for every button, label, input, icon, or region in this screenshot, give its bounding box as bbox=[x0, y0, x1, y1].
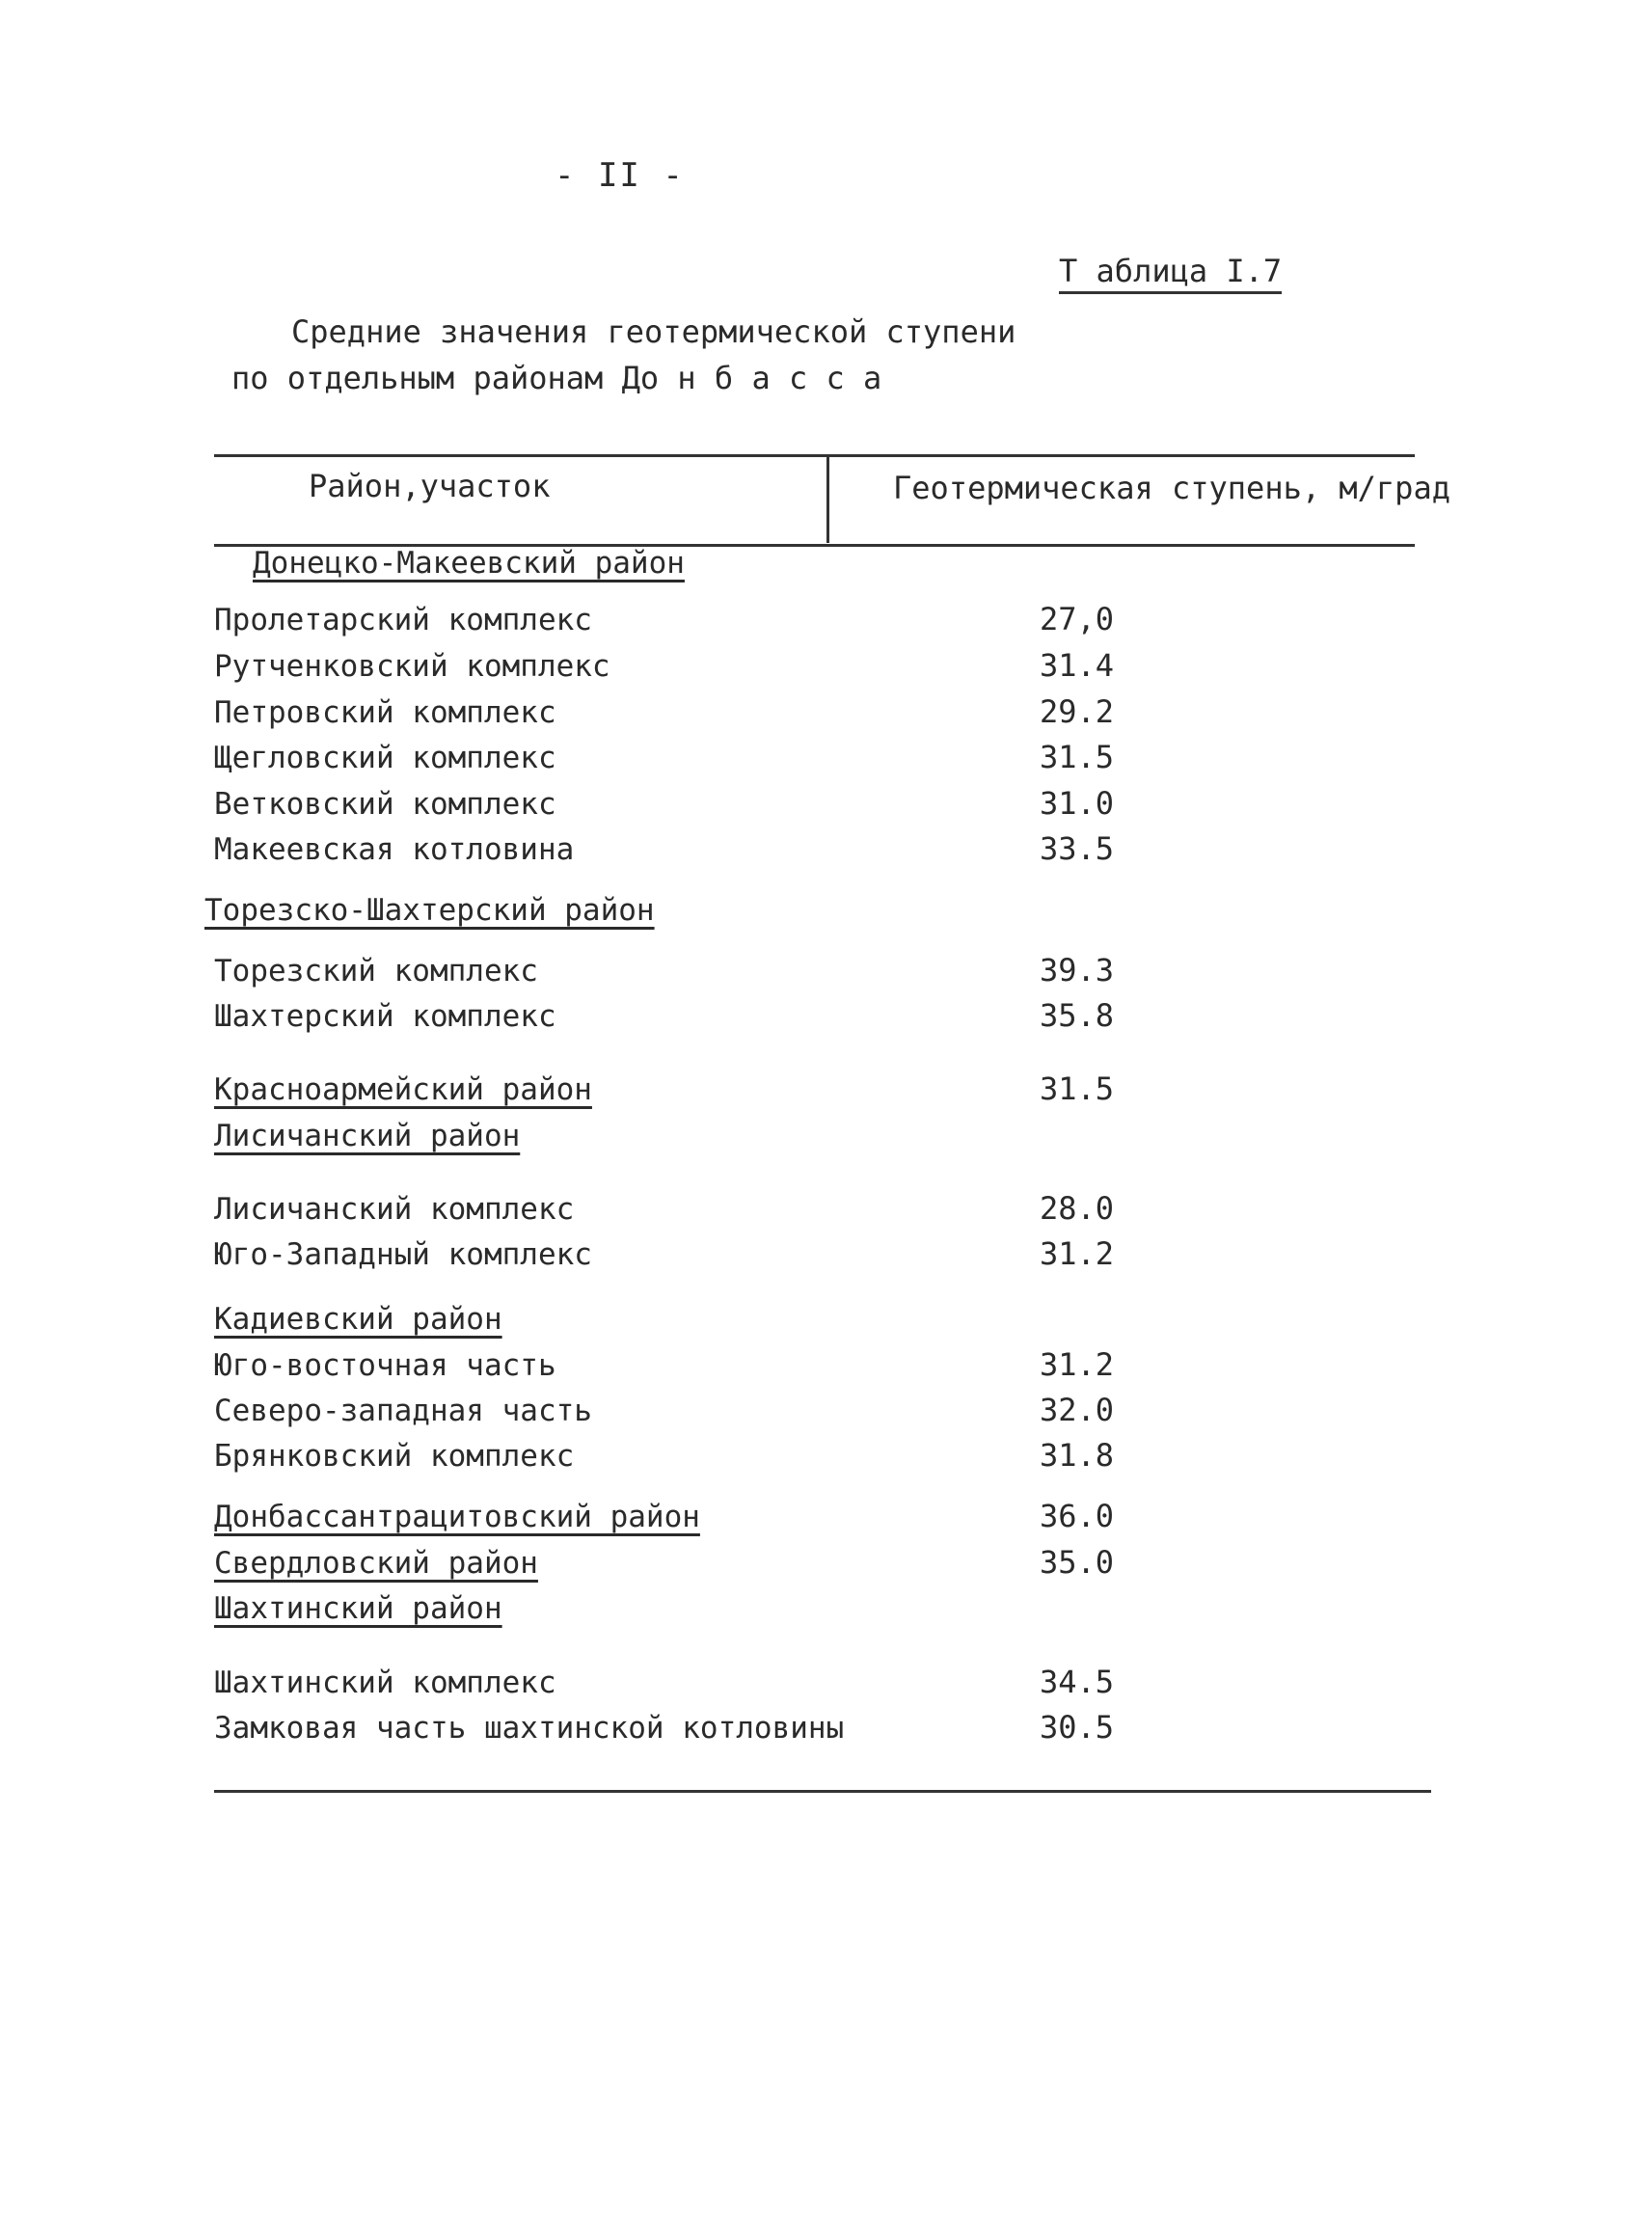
section-heading: Донбассантрацитовский район bbox=[214, 1500, 700, 1534]
table-row-label: Щегловский комплекс bbox=[214, 741, 556, 775]
table-row-value: 32.0 bbox=[1040, 1392, 1115, 1428]
table-row-label: Макеевская котловина bbox=[214, 832, 575, 867]
table-row-value: 39.3 bbox=[1040, 952, 1115, 989]
table-bottom-rule bbox=[214, 1790, 1431, 1793]
section-heading: Красноармейский район bbox=[214, 1072, 592, 1107]
section-value: 35.0 bbox=[1040, 1544, 1115, 1581]
table-row-label: Пролетарский комплекс bbox=[214, 603, 592, 637]
section-heading: Донецко-Макеевский район bbox=[253, 546, 685, 581]
table-row-value: 27,0 bbox=[1040, 601, 1115, 637]
table-row-label: Шахтерский комплекс bbox=[214, 999, 556, 1034]
table-row-label: Ветковский комплекс bbox=[214, 787, 556, 822]
section-value: 36.0 bbox=[1040, 1498, 1115, 1534]
table-label: Т аблица I.7 bbox=[1059, 253, 1282, 294]
table-row-label: Петровский комплекс bbox=[214, 695, 556, 730]
table-row-label: Брянковский комплекс bbox=[214, 1439, 575, 1474]
section-heading: Лисичанский район bbox=[214, 1119, 521, 1153]
table-row-label: Замковая часть шахтинской котловины bbox=[214, 1711, 845, 1746]
section-heading: Кадиевский район bbox=[214, 1302, 502, 1337]
section-heading: Шахтинский район bbox=[214, 1591, 502, 1626]
page-number: - II - bbox=[555, 156, 685, 195]
table-title-line-2: по отдельным районам До н б а с с а bbox=[231, 360, 882, 396]
section-heading: Свердловский район bbox=[214, 1546, 538, 1581]
table-row-value: 28.0 bbox=[1040, 1190, 1115, 1227]
table-row-label: Северо-западная часть bbox=[214, 1394, 592, 1428]
section-value: 31.5 bbox=[1040, 1070, 1115, 1107]
table-row-value: 29.2 bbox=[1040, 693, 1115, 730]
header-column-divider bbox=[826, 454, 829, 543]
table-row-value: 31.8 bbox=[1040, 1437, 1115, 1474]
table-row-value: 30.5 bbox=[1040, 1709, 1115, 1746]
table-row-label: Шахтинский комплекс bbox=[214, 1666, 556, 1700]
table-row-label: Юго-Западный комплекс bbox=[214, 1237, 592, 1272]
table-row-value: 31.0 bbox=[1040, 785, 1115, 822]
table-row-value: 31.2 bbox=[1040, 1235, 1115, 1272]
header-top-rule bbox=[214, 454, 1415, 457]
table-row-label: Торезский комплекс bbox=[214, 954, 538, 989]
table-row-label: Юго-восточная часть bbox=[214, 1348, 556, 1383]
table-row-value: 31.5 bbox=[1040, 739, 1115, 775]
table-row-label: Лисичанский комплекс bbox=[214, 1192, 575, 1227]
section-heading: Торезско-Шахтерский район bbox=[204, 893, 655, 928]
table-row-label: Рутченковский комплекс bbox=[214, 649, 610, 684]
table-row-value: 31.4 bbox=[1040, 647, 1115, 684]
table-row-value: 35.8 bbox=[1040, 997, 1115, 1034]
table-row-value: 33.5 bbox=[1040, 830, 1115, 867]
table-row-value: 31.2 bbox=[1040, 1346, 1115, 1383]
table-row-value: 34.5 bbox=[1040, 1664, 1115, 1700]
table-title-line-1: Средние значения геотермической ступени bbox=[291, 313, 1016, 350]
column-header-geothermal-step: Геотермическая ступень, м/град bbox=[893, 470, 1450, 506]
column-header-district: Район,участок bbox=[309, 468, 551, 504]
